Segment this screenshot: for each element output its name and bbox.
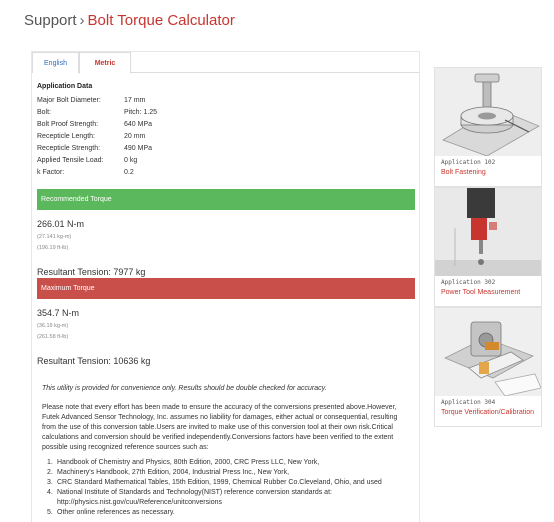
application-card-torque-verification[interactable] [434, 307, 542, 427]
data-row-bolt-diameter [37, 95, 337, 107]
data-label: Recepticle Strength: [37, 145, 101, 152]
recommended-torque-kgm: (27.141 kg-m) [37, 234, 72, 240]
data-value: Pitch: 1.25 [124, 109, 158, 116]
reference-list [47, 458, 412, 518]
data-value: 490 MPa [124, 145, 153, 152]
disclaimer-text: This utility is provided for convenience only. Results should be double checked for accuracy. [42, 385, 327, 392]
list-item: 1. Handbook of Chemistry and Physics, 80th Edition, 2000, CRC Press LLC, New York, [47, 459, 320, 466]
calculator-panel [31, 51, 420, 522]
breadcrumb-support-link[interactable]: Support [24, 12, 77, 29]
application-number: Application 302 [441, 279, 496, 286]
application-data-list [37, 95, 337, 179]
list-item: 4. National Institute of Standards and Technology(NIST) reference conversion standards at: [47, 489, 332, 496]
data-row-tensile-load [37, 155, 337, 167]
page-title: Bolt Torque Calculator [87, 12, 235, 29]
recommended-torque-bar: Recommended Torque [37, 189, 415, 210]
recommended-resultant-tension: Resultant Tension: 7977 kg [37, 267, 146, 277]
data-row-recepticle-length [37, 131, 337, 143]
application-card-bolt-fastening[interactable] [434, 67, 542, 187]
data-label: Major Bolt Diameter: [37, 97, 101, 104]
application-title[interactable]: Power Tool Measurement [441, 289, 521, 296]
data-label: Applied Tensile Load: [37, 157, 104, 164]
data-label: k Factor: [37, 169, 65, 176]
recommended-torque-value: 266.01 N-m [37, 219, 85, 229]
notice-paragraph: Please note that every effort has been made to ensure the accuracy of the conversions presented above.However, Futek Advanced Sensor Technology, Inc. assumes no liability for damages, either actual or consequential, resulting from the use of this conversion table.Users are invited to make use of this conversion tool at their own risk.Critical calculations and conversion should be verified independently.Conversions factors have been verified to the extent possible using recognized reference sources such as: [42, 404, 398, 451]
tab-english[interactable]: English [32, 52, 79, 73]
data-label: Bolt Proof Strength: [37, 121, 99, 128]
data-value: 0 kg [124, 157, 138, 164]
power-tool-illustration [435, 188, 541, 276]
tab-metric[interactable]: Metric [79, 52, 131, 74]
data-row-proof-strength [37, 119, 337, 131]
breadcrumb [24, 12, 235, 29]
application-title[interactable]: Bolt Fastening [441, 169, 486, 176]
application-number: Application 304 [441, 399, 496, 406]
data-label: Bolt: [37, 109, 52, 116]
data-row-k-factor [37, 167, 337, 179]
data-row-recepticle-strength [37, 143, 337, 155]
maximum-resultant-tension: Resultant Tension: 10636 kg [37, 356, 151, 366]
unit-tabs [32, 52, 420, 73]
data-value: 640 MPa [124, 121, 153, 128]
maximum-torque-ftlb: (261.58 ft-lb) [37, 334, 69, 340]
application-title[interactable]: Torque Verification/Calibration [441, 409, 534, 416]
maximum-torque-bar: Maximum Torque [37, 278, 415, 299]
maximum-torque-value: 354.7 N-m [37, 308, 80, 318]
data-value: 17 mm [124, 97, 146, 104]
application-card-power-tool[interactable] [434, 187, 542, 307]
data-row-bolt-pitch [37, 107, 337, 119]
data-value: 20 mm [124, 133, 146, 140]
list-item: 2. Machinery's Handbook, 27th Edition, 2004, Industrial Press Inc., New York, [47, 469, 290, 476]
list-item: 3. CRC Standard Mathematical Tables, 15th Edition, 1999, Chemical Rubber Co.Cleveland, Ohio, and used [47, 479, 382, 486]
application-number: Application 102 [441, 159, 496, 166]
recommended-torque-ftlb: (196.19 ft-lb) [37, 245, 69, 251]
list-item: 5. Other online references as necessary. [47, 509, 175, 516]
bolt-fastening-illustration [435, 68, 541, 156]
data-label: Recepticle Length: [37, 133, 95, 140]
breadcrumb-separator: › [79, 12, 85, 29]
application-data-heading: Application Data [37, 83, 93, 90]
nist-link[interactable]: http://physics.nist.gov/cuu/Reference/unitconversions [57, 499, 222, 506]
torque-verification-illustration [435, 308, 541, 396]
maximum-torque-kgm: (36.19 kg-m) [37, 323, 69, 329]
data-value: 0.2 [124, 169, 134, 176]
